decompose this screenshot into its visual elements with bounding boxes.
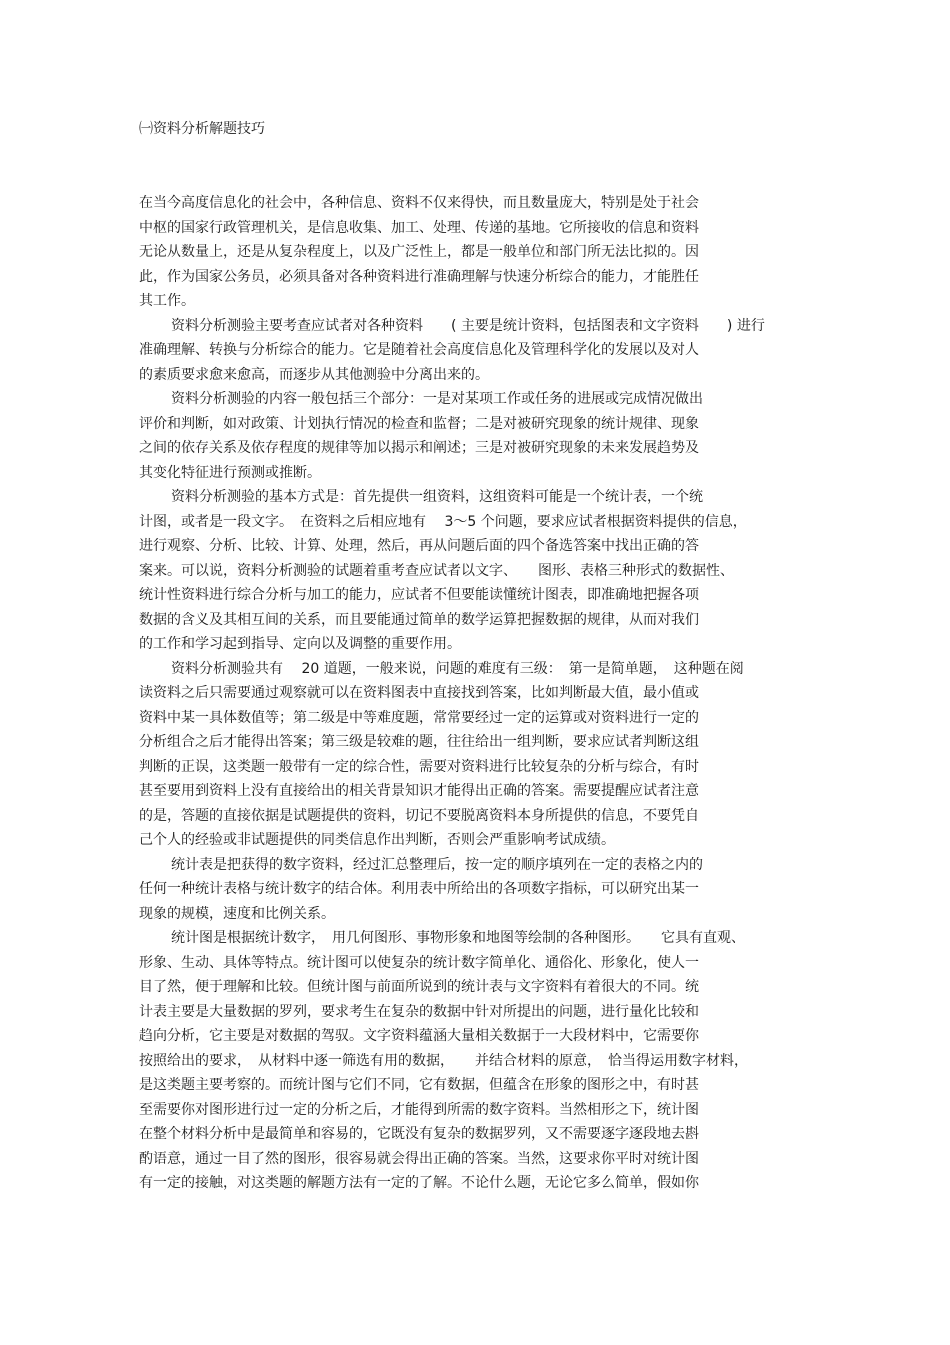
- text-line: 是这类题主要考察的。而统计图与它们不同，它有数据，但蕴含在形象的图形之中，有时甚: [139, 1077, 699, 1093]
- text-line: 资料分析测验的基本方式是：首先提供一组资料，这组资料可能是一个统计表，一个统: [171, 489, 703, 505]
- text-line: 的是，答题的直接依据是试题提供的资料，切记不要脱离资料本身所提供的信息，不要凭自: [139, 807, 699, 824]
- text-line: 读资料之后只需要通过观察就可以在资料图表中直接找到答案，比如判断最大值，最小值或: [139, 685, 699, 701]
- text-line: 有一定的接触，对这类题的解题方法有一定的了解。不论什么题，无论它多么简单，假如你: [139, 1175, 699, 1191]
- text-line: 其工作。: [139, 293, 195, 309]
- text-line: 的工作和学习起到指导、定向以及调整的重要作用。: [139, 636, 461, 652]
- text-line: 资料分析测验共有 20 道题，一般来说，问题的难度有三级： 第一是简单题， 这种题在阅: [171, 660, 744, 677]
- text-line: 中枢的国家行政管理机关，是信息收集、加工、处理、传递的基地。它所接收的信息和资料: [139, 219, 699, 236]
- text-line: 任何一种统计表格与统计数字的结合体。利用表中所给出的各项数字指标，可以研究出某一: [139, 881, 699, 897]
- text-line: 统计性资料进行综合分析与加工的能力，应试者不但要能读懂统计图表，即准确地把握各项: [139, 587, 699, 603]
- text-line: 现象的规模，速度和比例关系。: [139, 905, 335, 922]
- text-line: 至需要你对图形进行过一定的分析之后，才能得到所需的数字资料。当然相形之下，统计图: [139, 1101, 699, 1118]
- section-heading: ㈠资料分析解题技巧: [139, 121, 265, 137]
- text-line: 数据的含义及其相互间的关系，而且要能通过简单的数学运算把握数据的规律，从而对我们: [139, 611, 699, 628]
- text-line: 案来。可以说，资料分析测验的试题着重考查应试者以文字、 图形、表格三种形式的数据性、: [139, 562, 734, 579]
- text-line: 其变化特征进行预测或推断。: [139, 464, 321, 481]
- text-line: 目了然，便于理解和比较。但统计图与前面所说到的统计表与文字资料有着很大的不同。统: [139, 979, 699, 995]
- text-line: 按照给出的要求， 从材料中逐一筛选有用的数据， 并结合材料的原意， 恰当得运用数字材料，: [139, 1052, 748, 1069]
- text-line: 的素质要求愈来愈高，而逐步从其他测验中分离出来的。: [139, 366, 489, 383]
- body-text: [139, 191, 819, 1196]
- text-line: 资料分析测验主要考查应试者对各种资料 ( 主要是统计资料，包括图表和文字资料 ) 进行: [171, 317, 765, 334]
- text-line: 此，作为国家公务员，必须具备对各种资料进行准确理解与快速分析综合的能力，才能胜任: [139, 268, 699, 285]
- text-line: 之间的依存关系及依存程度的规律等加以揭示和阐述；三是对被研究现象的未来发展趋势及: [139, 440, 699, 456]
- text-line: 己个人的经验或非试题提供的同类信息作出判断，否则会严重影响考试成绩。: [139, 832, 615, 848]
- text-line: 统计图是根据统计数字， 用几何图形、事物形象和地图等绘制的各种图形。 它具有直观、: [171, 930, 745, 946]
- text-line: 甚至要用到资料上没有直接给出的相关背景知识才能得出正确的答案。需要提醒应试者注意: [139, 783, 699, 799]
- text-line: 趋向分析，它主要是对数据的驾驭。文字资料蕴涵大量相关数据于一大段材料中，它需要你: [139, 1028, 699, 1044]
- text-line: 在整个材料分析中是最简单和容易的，它既没有复杂的数据罗列，又不需要逐字逐段地去斟: [139, 1126, 699, 1142]
- text-line: 酌语意，通过一目了然的图形，很容易就会得出正确的答案。当然，这要求你平时对统计图: [139, 1150, 699, 1167]
- text-line: 进行观察、分析、比较、计算、处理，然后，再从问题后面的四个备选答案中找出正确的答: [139, 538, 699, 554]
- text-line: 评价和判断，如对政策、计划执行情况的检查和监督；二是对被研究现象的统计规律、现象: [139, 415, 699, 432]
- text-line: 资料分析测验的内容一般包括三个部分：一是对某项工作或任务的进展或完成情况做出: [171, 391, 703, 407]
- text-line: 无论从数量上，还是从复杂程度上，以及广泛性上，都是一般单位和部门所无法比拟的。因: [139, 244, 699, 260]
- text-line: 判断的正误，这类题一般带有一定的综合性，需要对资料进行比较复杂的分析与综合，有时: [139, 758, 699, 775]
- text-line: 在当今高度信息化的社会中，各种信息、资料不仅来得快，而且数量庞大，特别是处于社会: [139, 195, 699, 211]
- text-line: 资料中某一具体数值等；第二级是中等难度题，常常要经过一定的运算或对资料进行一定的: [139, 709, 699, 726]
- text-line: 准确理解、转换与分析综合的能力。它是随着社会高度信息化及管理科学化的发展以及对人: [139, 342, 699, 358]
- text-line: 计表主要是大量数据的罗列，要求考生在复杂的数据中针对所提出的问题，进行量化比较和: [139, 1003, 699, 1020]
- text-line: 统计表是把获得的数字资料，经过汇总整理后，按一定的顺序填列在一定的表格之内的: [171, 856, 703, 873]
- text-line: 计图，或者是一段文字。 在资料之后相应地有 3～5 个问题，要求应试者根据资料提供的信息，: [139, 513, 747, 530]
- text-line: 分析组合之后才能得出答案；第三级是较难的题，往往给出一组判断，要求应试者判断这组: [139, 734, 699, 750]
- text-line: 形象、生动、具体等特点。统计图可以使复杂的统计数字简单化、通俗化、形象化，使人一: [139, 954, 699, 971]
